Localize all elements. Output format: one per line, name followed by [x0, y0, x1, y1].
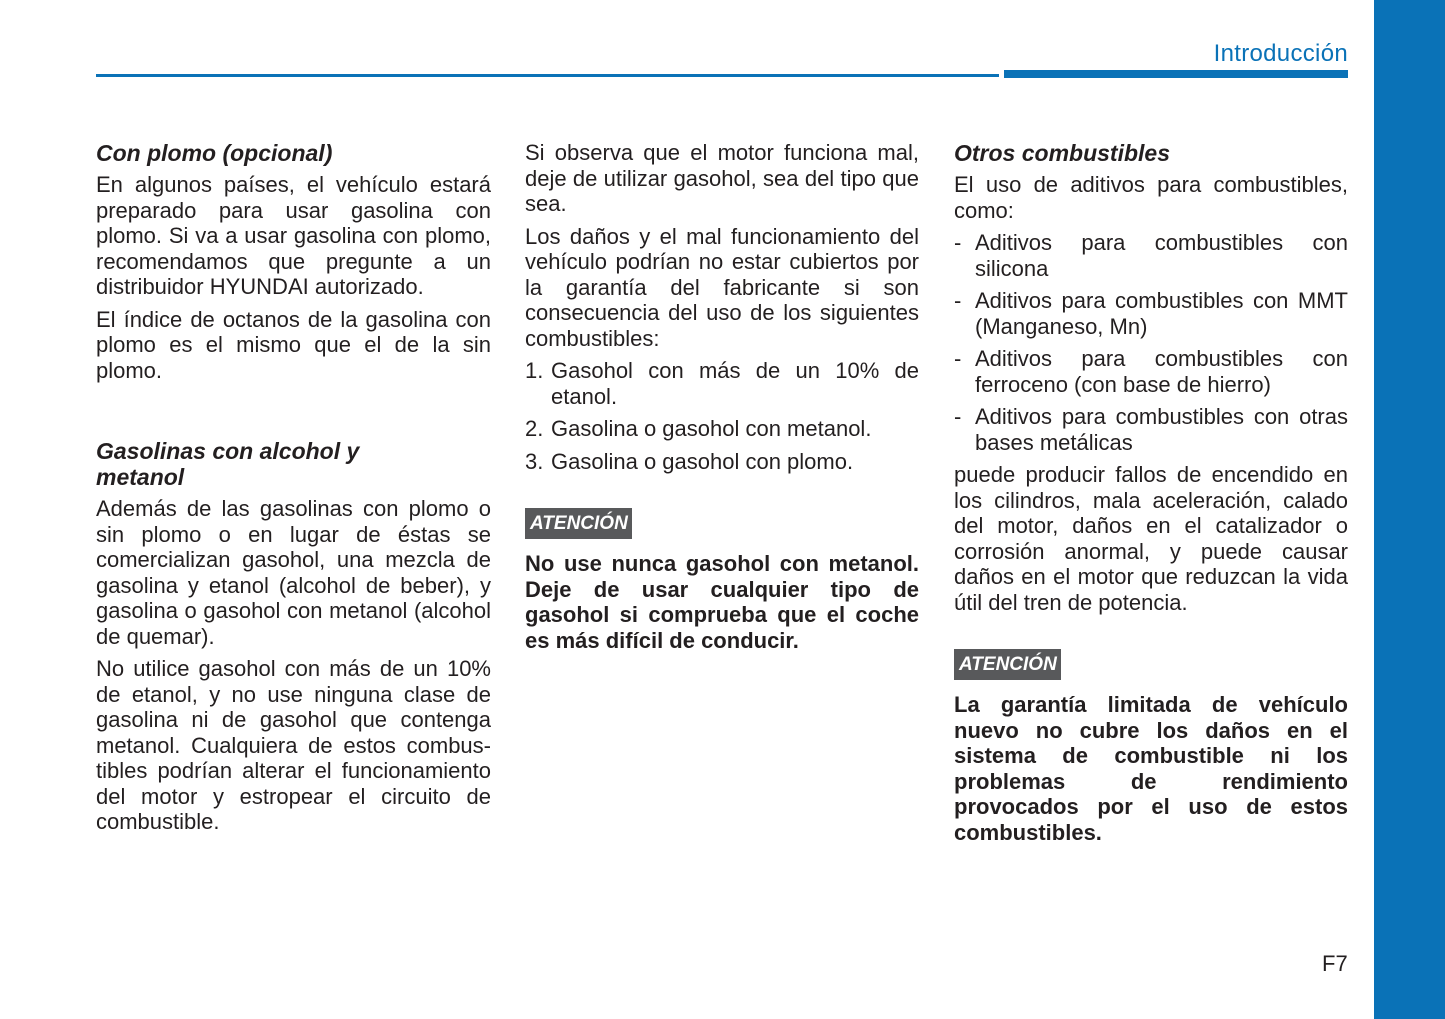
paragraph: Además de las gasolinas con plomo o sin plomo o en lugar de éstas se comercializan gasohol, una mezcla de gasolina y etanol (alcohol de beber), y gasolina o gasohol con metanol (alcohol de quemar). [96, 496, 491, 649]
bullet-dash: - [954, 288, 962, 313]
list-item [525, 416, 919, 442]
bullet-item [954, 230, 1348, 281]
list-text: Gasohol con más de un 10% de etanol. [551, 358, 919, 409]
heading-con-plomo: Con plomo (opcional) [96, 140, 333, 166]
paragraph: Si observa que el motor funciona mal, deje de utilizar gasohol, sea del tipo que sea. [525, 140, 919, 216]
heading-line: Gasolinas con alcohol y [96, 438, 360, 464]
section-title: Introducción [1213, 40, 1348, 67]
bullet-item [954, 288, 1348, 339]
paragraph: En algunos países, el vehículo estará preparado para usar gasolina con plomo. Si va a usar gasolina con plomo, recomendamos que pregunte a un distribuidor HYUNDAI autorizado. [96, 172, 491, 299]
list-item [525, 358, 919, 409]
bullet-text: Aditivos para combustibles con otras bases metálicas [975, 404, 1348, 455]
bullet-text: Aditivos para combustibles con ferroceno (con base de hierro) [975, 346, 1348, 397]
bullet-dash: - [954, 404, 962, 429]
paragraph: Los daños y el mal funcionamiento del vehículo podrían no estar cubiertos por la garantía del fabricante si son consecuencia del uso de los siguientes combustibles: [525, 223, 919, 351]
list-number: 1. [525, 358, 544, 383]
column-right [954, 140, 1348, 845]
bullet-text: Aditivos para combustibles con silicona [975, 230, 1348, 281]
side-tab-bar [1374, 0, 1445, 1019]
paragraph: El índice de octanos de la gasolina con plomo es el mismo que el de la sin plomo. [96, 306, 491, 383]
heading-line: metanol [96, 464, 185, 490]
paragraph: puede producir fallos de encendido en los cilindros, mala aceleración, calado del motor, daños en el catalizador o corrosión anormal, y puede causar daños en el motor que reduzcan la vida útil del tren de potencia. [954, 462, 1348, 615]
list-number: 3. [525, 448, 544, 474]
column-left [96, 140, 491, 842]
bullet-dash: - [954, 346, 962, 371]
heading-gasolinas-alcohol [96, 438, 491, 490]
attention-badge: ATENCIÓN [525, 508, 632, 539]
header-rule-right [1004, 70, 1348, 78]
column-middle [525, 140, 919, 653]
warning-text: La garantía limitada de vehículo nuevo no cubre los daños en el sistema de combustible ni los problemas de rendimiento provocados por el uso de estos combustibles. [954, 692, 1348, 845]
heading-otros-combustibles: Otros combustibles [954, 140, 1170, 166]
page-number: F7 [1322, 951, 1348, 976]
paragraph: No utilice gasohol con más de un 10% de etanol, y no use ninguna clase de gasolina ni de gasohol que contenga metanol. Cualquiera de estos combus-tibles podrían alterar el funcionamiento del motor y estropear el circuito de combustible. [96, 656, 491, 834]
warning-text: No use nunca gasohol con metanol. Deje de usar cualquier tipo de gasohol si comprueba que el coche es más difícil de conducir. [525, 551, 919, 653]
list-text: Gasolina o gasohol con plomo. [551, 448, 854, 474]
bullet-item [954, 404, 1348, 455]
paragraph: El uso de aditivos para combustibles, como: [954, 172, 1348, 223]
list-number: 2. [525, 416, 544, 441]
bullet-item [954, 346, 1348, 397]
header-rule-left [96, 74, 999, 77]
attention-badge: ATENCIÓN [954, 649, 1061, 680]
list-item [525, 449, 919, 475]
list-text: Gasolina o gasohol con metanol. [551, 416, 872, 441]
bullet-dash: - [954, 230, 962, 255]
bullet-text: Aditivos para combustibles con MMT (Manganeso, Mn) [975, 288, 1348, 339]
